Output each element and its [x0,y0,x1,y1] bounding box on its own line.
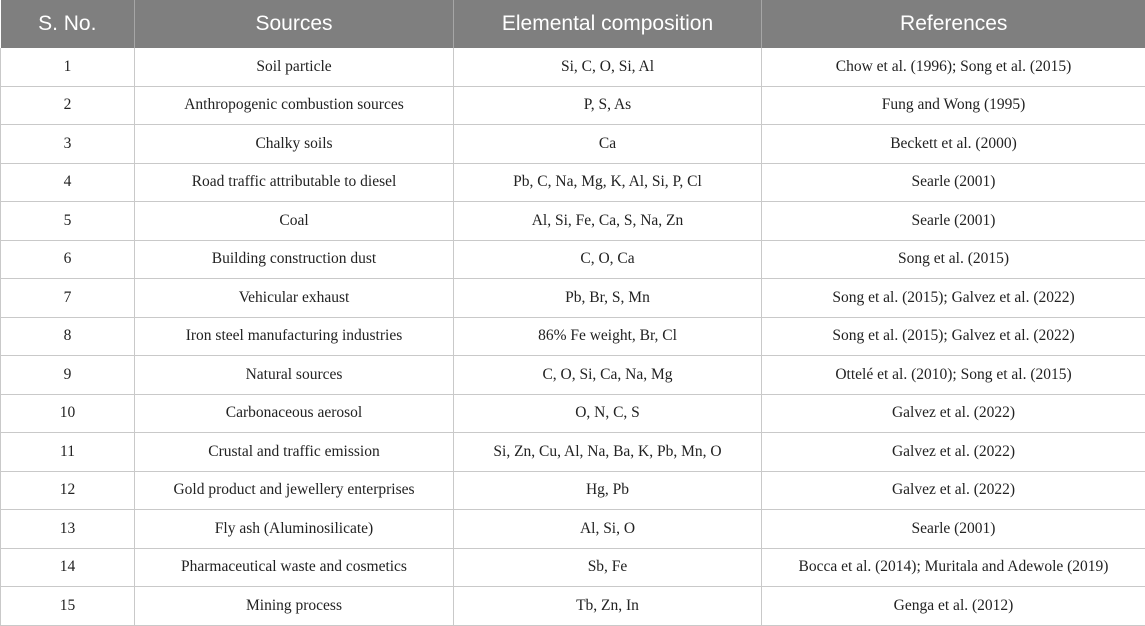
cell-elemental-composition: 86% Fe weight, Br, Cl [454,317,762,356]
table-row [1,240,1145,279]
cell-reference: Song et al. (2015) [762,240,1145,279]
cell-elemental-composition: Pb, Br, S, Mn [454,279,762,318]
cell-elemental-composition: Sb, Fe [454,548,762,587]
cell-reference: Searle (2001) [762,163,1145,202]
table-row [1,510,1145,549]
header-serial-number: S. No. [1,0,135,48]
table-row [1,548,1145,587]
cell-elemental-composition: Ca [454,125,762,164]
cell-serial-number: 14 [1,548,135,587]
cell-elemental-composition: O, N, C, S [454,394,762,433]
table-header [1,0,1145,48]
header-references: References [762,0,1145,48]
cell-reference: Ottelé et al. (2010); Song et al. (2015) [762,356,1145,395]
cell-serial-number: 7 [1,279,135,318]
table-row [1,394,1145,433]
cell-serial-number: 12 [1,471,135,510]
cell-reference: Genga et al. (2012) [762,587,1145,626]
cell-elemental-composition: C, O, Ca [454,240,762,279]
cell-elemental-composition: C, O, Si, Ca, Na, Mg [454,356,762,395]
table-row [1,471,1145,510]
cell-elemental-composition: Si, Zn, Cu, Al, Na, Ba, K, Pb, Mn, O [454,433,762,472]
header-row [1,0,1145,48]
table-row [1,202,1145,241]
cell-serial-number: 5 [1,202,135,241]
cell-reference: Galvez et al. (2022) [762,433,1145,472]
cell-reference: Song et al. (2015); Galvez et al. (2022) [762,279,1145,318]
cell-reference: Galvez et al. (2022) [762,394,1145,433]
cell-reference: Searle (2001) [762,510,1145,549]
cell-source: Chalky soils [135,125,454,164]
cell-elemental-composition: Al, Si, O [454,510,762,549]
cell-reference: Bocca et al. (2014); Muritala and Adewole (2019) [762,548,1145,587]
cell-source: Carbonaceous aerosol [135,394,454,433]
table-row [1,125,1145,164]
cell-serial-number: 10 [1,394,135,433]
cell-reference: Galvez et al. (2022) [762,471,1145,510]
table-row [1,163,1145,202]
cell-reference: Beckett et al. (2000) [762,125,1145,164]
cell-source: Soil particle [135,48,454,86]
table-body [1,48,1145,625]
header-elemental-composition: Elemental composition [454,0,762,48]
cell-source: Vehicular exhaust [135,279,454,318]
cell-source: Crustal and traffic emission [135,433,454,472]
cell-source: Iron steel manufacturing industries [135,317,454,356]
cell-serial-number: 9 [1,356,135,395]
cell-source: Road traffic attributable to diesel [135,163,454,202]
cell-source: Building construction dust [135,240,454,279]
table-row [1,433,1145,472]
cell-elemental-composition: Al, Si, Fe, Ca, S, Na, Zn [454,202,762,241]
cell-serial-number: 13 [1,510,135,549]
cell-serial-number: 2 [1,86,135,125]
cell-reference: Chow et al. (1996); Song et al. (2015) [762,48,1145,86]
cell-serial-number: 8 [1,317,135,356]
table-row [1,356,1145,395]
cell-reference: Song et al. (2015); Galvez et al. (2022) [762,317,1145,356]
cell-reference: Fung and Wong (1995) [762,86,1145,125]
table-row [1,317,1145,356]
table-row [1,587,1145,626]
cell-serial-number: 1 [1,48,135,86]
cell-source: Pharmaceutical waste and cosmetics [135,548,454,587]
cell-source: Coal [135,202,454,241]
cell-reference: Searle (2001) [762,202,1145,241]
cell-elemental-composition: Pb, C, Na, Mg, K, Al, Si, P, Cl [454,163,762,202]
cell-source: Mining process [135,587,454,626]
cell-elemental-composition: Hg, Pb [454,471,762,510]
cell-source: Natural sources [135,356,454,395]
cell-serial-number: 11 [1,433,135,472]
cell-source: Gold product and jewellery enterprises [135,471,454,510]
cell-source: Fly ash (Aluminosilicate) [135,510,454,549]
header-sources: Sources [135,0,454,48]
table-row [1,48,1145,86]
cell-serial-number: 6 [1,240,135,279]
cell-elemental-composition: P, S, As [454,86,762,125]
table-row [1,279,1145,318]
cell-elemental-composition: Si, C, O, Si, Al [454,48,762,86]
cell-serial-number: 15 [1,587,135,626]
table-row [1,86,1145,125]
cell-elemental-composition: Tb, Zn, In [454,587,762,626]
cell-serial-number: 3 [1,125,135,164]
cell-serial-number: 4 [1,163,135,202]
cell-source: Anthropogenic combustion sources [135,86,454,125]
